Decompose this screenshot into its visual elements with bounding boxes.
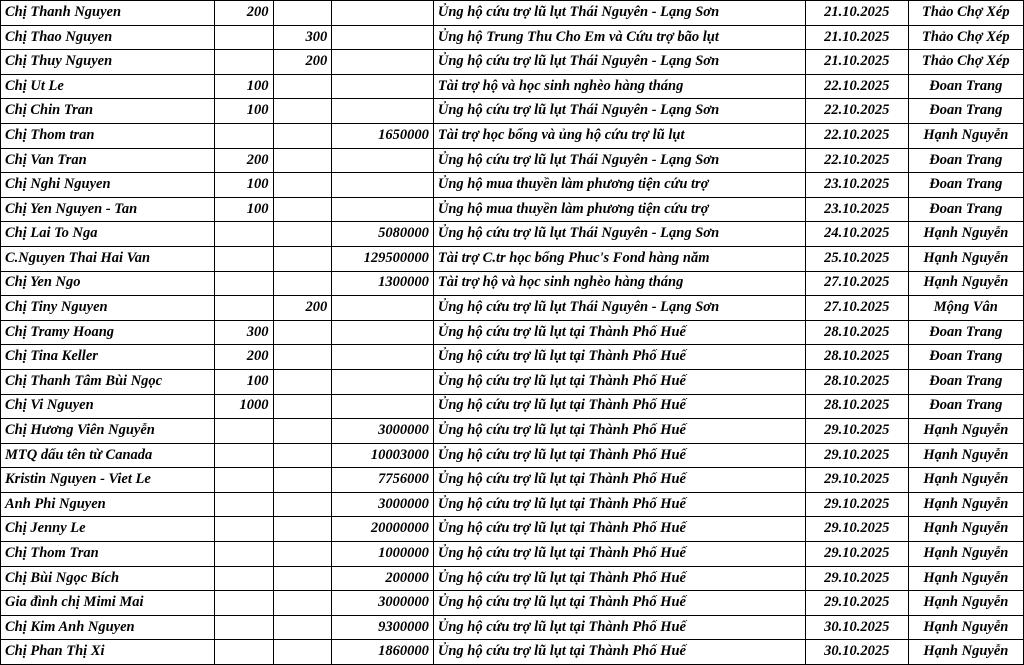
receiver-cell: Hạnh Nguyễn	[908, 123, 1023, 148]
amount-cell-2	[273, 74, 332, 99]
receiver-cell: Đoan Trang	[908, 320, 1023, 345]
date-cell: 25.10.2025	[805, 246, 908, 271]
purpose-cell: Ủng hộ Trung Thu Cho Em và Cứu trợ bão lụt	[433, 25, 805, 50]
amount-cell-3	[332, 394, 434, 419]
receiver-cell: Đoan Trang	[908, 197, 1023, 222]
receiver-cell: Đoan Trang	[908, 99, 1023, 124]
receiver-cell: Hạnh Nguyễn	[908, 419, 1023, 444]
donor-name-cell: Chị Thom Tran	[1, 542, 215, 567]
donor-name-cell: Chị Thanh Nguyen	[1, 1, 215, 26]
amount-cell-3	[332, 1, 434, 26]
purpose-cell: Ủng hộ cứu trợ lũ lụt Thái Nguyên - Lạng Sơn	[433, 50, 805, 75]
date-cell: 29.10.2025	[805, 443, 908, 468]
amount-cell-2	[273, 320, 332, 345]
receiver-cell: Đoan Trang	[908, 74, 1023, 99]
date-cell: 23.10.2025	[805, 197, 908, 222]
amount-cell-2	[273, 591, 332, 616]
donor-name-cell: Chị Jenny Le	[1, 517, 215, 542]
donor-name-cell: Chị Kim Anh Nguyen	[1, 615, 215, 640]
purpose-cell: Ủng hộ cứu trợ lũ lụt Thái Nguyên - Lạng Sơn	[433, 99, 805, 124]
purpose-cell: Tài trợ hộ và học sinh nghèo hàng tháng	[433, 271, 805, 296]
purpose-cell: Ủng hộ cứu trợ lũ lụt Thái Nguyên - Lạng Sơn	[433, 296, 805, 321]
purpose-cell: Tài trợ C.tr học bổng Phuc's Fond hàng năm	[433, 246, 805, 271]
receiver-cell: Đoan Trang	[908, 173, 1023, 198]
amount-cell-2	[273, 394, 332, 419]
receiver-cell: Mộng Vân	[908, 296, 1023, 321]
table-row	[1, 50, 1024, 75]
table-row	[1, 123, 1024, 148]
date-cell: 21.10.2025	[805, 1, 908, 26]
donor-name-cell: Chị Lai To Nga	[1, 222, 215, 247]
date-cell: 30.10.2025	[805, 615, 908, 640]
receiver-cell: Hạnh Nguyễn	[908, 492, 1023, 517]
amount-cell-2	[273, 271, 332, 296]
donor-name-cell: Chị Thao Nguyen	[1, 25, 215, 50]
table-row	[1, 419, 1024, 444]
receiver-cell: Hạnh Nguyễn	[908, 443, 1023, 468]
donor-name-cell: Chị Thuy Nguyen	[1, 50, 215, 75]
amount-cell-3: 1650000	[332, 123, 434, 148]
amount-cell-2: 300	[273, 25, 332, 50]
purpose-cell: Ủng hộ cứu trợ lũ lụt tại Thành Phố Huế	[433, 320, 805, 345]
date-cell: 22.10.2025	[805, 123, 908, 148]
purpose-cell: Ủng hộ cứu trợ lũ lụt tại Thành Phố Huế	[433, 591, 805, 616]
amount-cell-1	[214, 492, 273, 517]
purpose-cell: Ủng hộ cứu trợ lũ lụt Thái Nguyên - Lạng Sơn	[433, 222, 805, 247]
amount-cell-1	[214, 246, 273, 271]
amount-cell-3: 20000000	[332, 517, 434, 542]
amount-cell-1	[214, 468, 273, 493]
purpose-cell: Tài trợ hộ và học sinh nghèo hàng tháng	[433, 74, 805, 99]
donations-table-body	[1, 1, 1024, 665]
table-row	[1, 1, 1024, 26]
date-cell: 29.10.2025	[805, 517, 908, 542]
date-cell: 29.10.2025	[805, 542, 908, 567]
date-cell: 24.10.2025	[805, 222, 908, 247]
purpose-cell: Ủng hộ mua thuyền làm phương tiện cứu trợ	[433, 197, 805, 222]
amount-cell-3: 129500000	[332, 246, 434, 271]
purpose-cell: Ủng hộ cứu trợ lũ lụt tại Thành Phố Huế	[433, 345, 805, 370]
donor-name-cell: Kristin Nguyen - Viet Le	[1, 468, 215, 493]
receiver-cell: Hạnh Nguyễn	[908, 517, 1023, 542]
receiver-cell: Đoan Trang	[908, 345, 1023, 370]
purpose-cell: Ủng hộ cứu trợ lũ lụt tại Thành Phố Huế	[433, 566, 805, 591]
date-cell: 29.10.2025	[805, 492, 908, 517]
donor-name-cell: Chị Tina Keller	[1, 345, 215, 370]
donor-name-cell: C.Nguyen Thai Hai Van	[1, 246, 215, 271]
purpose-cell: Ủng hộ cứu trợ lũ lụt tại Thành Phố Huế	[433, 517, 805, 542]
table-row	[1, 197, 1024, 222]
amount-cell-1	[214, 123, 273, 148]
date-cell: 29.10.2025	[805, 419, 908, 444]
table-row	[1, 468, 1024, 493]
amount-cell-1	[214, 542, 273, 567]
amount-cell-1: 300	[214, 320, 273, 345]
amount-cell-2	[273, 222, 332, 247]
date-cell: 22.10.2025	[805, 74, 908, 99]
receiver-cell: Thảo Chợ Xép	[908, 25, 1023, 50]
amount-cell-3: 9300000	[332, 615, 434, 640]
donor-name-cell: Chị Hương Viên Nguyễn	[1, 419, 215, 444]
amount-cell-3	[332, 25, 434, 50]
amount-cell-3	[332, 148, 434, 173]
date-cell: 28.10.2025	[805, 369, 908, 394]
purpose-cell: Ủng hộ cứu trợ lũ lụt tại Thành Phố Huế	[433, 394, 805, 419]
date-cell: 29.10.2025	[805, 591, 908, 616]
donor-name-cell: Chị Ut Le	[1, 74, 215, 99]
table-row	[1, 173, 1024, 198]
date-cell: 27.10.2025	[805, 271, 908, 296]
amount-cell-3: 3000000	[332, 591, 434, 616]
amount-cell-1	[214, 443, 273, 468]
donor-name-cell: Chị Tiny Nguyen	[1, 296, 215, 321]
amount-cell-1	[214, 517, 273, 542]
amount-cell-3	[332, 197, 434, 222]
amount-cell-1: 200	[214, 1, 273, 26]
receiver-cell: Hạnh Nguyễn	[908, 468, 1023, 493]
donor-name-cell: Chị Yen Ngo	[1, 271, 215, 296]
amount-cell-1	[214, 566, 273, 591]
amount-cell-2	[273, 173, 332, 198]
donor-name-cell: Gia đình chị Mimi Mai	[1, 591, 215, 616]
table-row	[1, 542, 1024, 567]
date-cell: 29.10.2025	[805, 468, 908, 493]
amount-cell-3	[332, 50, 434, 75]
amount-cell-1: 100	[214, 173, 273, 198]
purpose-cell: Ủng hộ cứu trợ lũ lụt tại Thành Phố Huế	[433, 419, 805, 444]
purpose-cell: Ủng hộ mua thuyền làm phương tiện cứu trợ	[433, 173, 805, 198]
amount-cell-3: 1300000	[332, 271, 434, 296]
purpose-cell: Ủng hộ cứu trợ lũ lụt Thái Nguyên - Lạng Sơn	[433, 148, 805, 173]
table-row	[1, 591, 1024, 616]
donor-name-cell: Chị Chin Tran	[1, 99, 215, 124]
amount-cell-2	[273, 148, 332, 173]
purpose-cell: Ủng hộ cứu trợ lũ lụt tại Thành Phố Huế	[433, 369, 805, 394]
date-cell: 21.10.2025	[805, 25, 908, 50]
purpose-cell: Ủng hộ cứu trợ lũ lụt tại Thành Phố Huế	[433, 542, 805, 567]
amount-cell-3	[332, 296, 434, 321]
amount-cell-1	[214, 419, 273, 444]
receiver-cell: Thảo Chợ Xép	[908, 50, 1023, 75]
donor-name-cell: Chị Thanh Tâm Bùi Ngọc	[1, 369, 215, 394]
purpose-cell: Ủng hộ cứu trợ lũ lụt tại Thành Phố Huế	[433, 468, 805, 493]
amount-cell-2	[273, 123, 332, 148]
purpose-cell: Ủng hộ cứu trợ lũ lụt tại Thành Phố Huế	[433, 640, 805, 665]
amount-cell-3: 1000000	[332, 542, 434, 567]
table-row	[1, 369, 1024, 394]
amount-cell-2	[273, 492, 332, 517]
amount-cell-3: 7756000	[332, 468, 434, 493]
receiver-cell: Hạnh Nguyễn	[908, 222, 1023, 247]
amount-cell-1	[214, 25, 273, 50]
date-cell: 28.10.2025	[805, 345, 908, 370]
amount-cell-1: 100	[214, 99, 273, 124]
amount-cell-2	[273, 640, 332, 665]
amount-cell-1: 200	[214, 148, 273, 173]
table-row	[1, 99, 1024, 124]
amount-cell-3	[332, 173, 434, 198]
receiver-cell: Hạnh Nguyễn	[908, 640, 1023, 665]
purpose-cell: Ủng hộ cứu trợ lũ lụt Thái Nguyên - Lạng Sơn	[433, 1, 805, 26]
donor-name-cell: Chị Phan Thị Xi	[1, 640, 215, 665]
amount-cell-2	[273, 1, 332, 26]
amount-cell-1: 200	[214, 345, 273, 370]
receiver-cell: Hạnh Nguyễn	[908, 271, 1023, 296]
amount-cell-1: 100	[214, 369, 273, 394]
date-cell: 27.10.2025	[805, 296, 908, 321]
purpose-cell: Ủng hộ cứu trợ lũ lụt tại Thành Phố Huế	[433, 492, 805, 517]
purpose-cell: Ủng hộ cứu trợ lũ lụt tại Thành Phố Huế	[433, 443, 805, 468]
receiver-cell: Hạnh Nguyễn	[908, 246, 1023, 271]
amount-cell-1	[214, 50, 273, 75]
receiver-cell: Đoan Trang	[908, 148, 1023, 173]
table-row	[1, 345, 1024, 370]
amount-cell-2	[273, 99, 332, 124]
amount-cell-2	[273, 542, 332, 567]
donor-name-cell: Chị Tramy Hoang	[1, 320, 215, 345]
amount-cell-1	[214, 222, 273, 247]
date-cell: 21.10.2025	[805, 50, 908, 75]
table-row	[1, 74, 1024, 99]
date-cell: 29.10.2025	[805, 566, 908, 591]
receiver-cell: Hạnh Nguyễn	[908, 591, 1023, 616]
amount-cell-3: 10003000	[332, 443, 434, 468]
date-cell: 22.10.2025	[805, 99, 908, 124]
date-cell: 30.10.2025	[805, 640, 908, 665]
donor-name-cell: Chị Yen Nguyen - Tan	[1, 197, 215, 222]
amount-cell-3	[332, 99, 434, 124]
amount-cell-2	[273, 566, 332, 591]
table-row	[1, 296, 1024, 321]
purpose-cell: Ủng hộ cứu trợ lũ lụt tại Thành Phố Huế	[433, 615, 805, 640]
purpose-cell: Tài trợ học bổng và ủng hộ cứu trợ lũ lụt	[433, 123, 805, 148]
amount-cell-1: 1000	[214, 394, 273, 419]
donor-name-cell: Chị Vi Nguyen	[1, 394, 215, 419]
amount-cell-2	[273, 246, 332, 271]
donor-name-cell: MTQ dấu tên từ Canada	[1, 443, 215, 468]
amount-cell-1	[214, 640, 273, 665]
amount-cell-2	[273, 197, 332, 222]
receiver-cell: Đoan Trang	[908, 394, 1023, 419]
table-row	[1, 148, 1024, 173]
amount-cell-1	[214, 615, 273, 640]
amount-cell-3	[332, 74, 434, 99]
amount-cell-1: 100	[214, 197, 273, 222]
receiver-cell: Đoan Trang	[908, 369, 1023, 394]
amount-cell-1: 100	[214, 74, 273, 99]
receiver-cell: Thảo Chợ Xép	[908, 1, 1023, 26]
amount-cell-1	[214, 296, 273, 321]
amount-cell-2	[273, 369, 332, 394]
table-row	[1, 394, 1024, 419]
amount-cell-3: 3000000	[332, 492, 434, 517]
donor-name-cell: Chị Thom tran	[1, 123, 215, 148]
amount-cell-2	[273, 517, 332, 542]
amount-cell-2	[273, 419, 332, 444]
table-row	[1, 320, 1024, 345]
amount-cell-3: 3000000	[332, 419, 434, 444]
amount-cell-3	[332, 345, 434, 370]
table-row	[1, 443, 1024, 468]
donor-name-cell: Chị Nghi Nguyen	[1, 173, 215, 198]
date-cell: 28.10.2025	[805, 394, 908, 419]
donor-name-cell: Chị Bùi Ngọc Bích	[1, 566, 215, 591]
receiver-cell: Hạnh Nguyễn	[908, 542, 1023, 567]
table-row	[1, 566, 1024, 591]
table-row	[1, 271, 1024, 296]
date-cell: 28.10.2025	[805, 320, 908, 345]
donor-name-cell: Chị Van Tran	[1, 148, 215, 173]
amount-cell-2	[273, 443, 332, 468]
table-row	[1, 640, 1024, 665]
amount-cell-3	[332, 320, 434, 345]
table-row	[1, 222, 1024, 247]
date-cell: 23.10.2025	[805, 173, 908, 198]
amount-cell-2	[273, 468, 332, 493]
receiver-cell: Hạnh Nguyễn	[908, 615, 1023, 640]
date-cell: 22.10.2025	[805, 148, 908, 173]
amount-cell-3: 5080000	[332, 222, 434, 247]
table-row	[1, 25, 1024, 50]
amount-cell-3	[332, 369, 434, 394]
amount-cell-2: 200	[273, 296, 332, 321]
receiver-cell: Hạnh Nguyễn	[908, 566, 1023, 591]
table-row	[1, 492, 1024, 517]
amount-cell-3: 1860000	[332, 640, 434, 665]
amount-cell-2	[273, 345, 332, 370]
table-row	[1, 517, 1024, 542]
amount-cell-1	[214, 591, 273, 616]
amount-cell-3: 200000	[332, 566, 434, 591]
amount-cell-2: 200	[273, 50, 332, 75]
donor-name-cell: Anh Phi Nguyen	[1, 492, 215, 517]
table-row	[1, 615, 1024, 640]
table-row	[1, 246, 1024, 271]
amount-cell-1	[214, 271, 273, 296]
amount-cell-2	[273, 615, 332, 640]
